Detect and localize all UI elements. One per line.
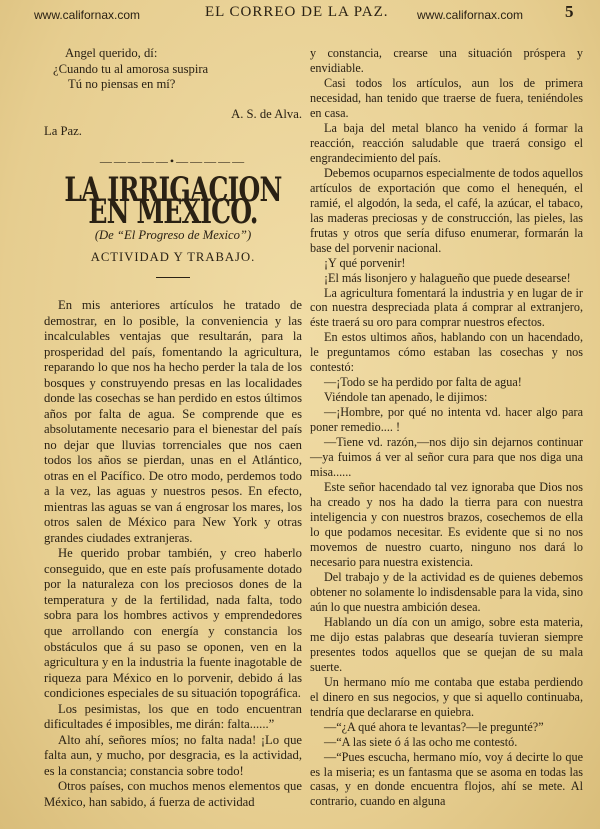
paragraph: Alto ahí, señores míos; no falta nada! ¡Lo que falta aun, y mucho, por desgracia, es la actividad, es la constancia; constancia sobre todo! [44,732,302,778]
dialogue-line: —Tiene vd. razón,—nos dijo sin dejarnos continuar—ya fuimos á ver al señor cura para que nos diga una misa...... [310,435,583,480]
paragraph: En mis anteriores artículos he tratado de demostrar, en lo posible, la conveniencia y las incalculables ventajas que resultarán, para la prosperidad del país, fomentando la agricultura, reparando lo que nos ha hecho perder la tala de los bosques y construyendo presas en las localidades donde las cosechas se han perdido en estos últimos años por falta de agua. Se comprende que es absolutamente necesario para el bienestar del país no dejar que lluvias torrenciales que nos caen todos los años se pierdan, unas en el Atlántico, otras en el Pacífico. De otro modo, perdemos todo a la vez, las aguas y nuestros pesos. En efecto, mientras las aguas se van á engrosar los mares, los otros salen de México para New York y otras grandes ciudades extranjeras. [44,298,302,545]
page-number: 5 [565,2,574,21]
page-header [0,0,600,28]
paragraph: Este señor hacendado tal vez ignoraba que Dios nos ha creado y nos ha dado la tierra para con nuestra inteligencia y con nuestros brazos, cosechemos de ella lo que podamos necesitar. Es evidente que si no nos movemos de nuestro cuarto, ninguno nos dará lo necesario para nuestra existencia. [310,480,583,569]
paragraph: Hablando un día con un amigo, sobre esta materia, me dijo estas palabras que desearía tuvieran siempre presentes todos aquellos que se quejan de su mala suerte. [310,614,583,674]
poem-line: Angel querido, dí: [65,46,158,60]
paragraph: Otros países, con muchos menos elementos que México, han sabido, á fuerza de actividad [44,779,302,809]
poem-signature: A. S. de Alva. [231,106,302,121]
paragraph: Del trabajo y de la actividad es de quienes debemos obtener no solamente lo indisdensable para la vida, sino aún lo que nuestra ambición desea. [310,569,583,614]
short-rule [156,277,190,278]
right-column [310,46,583,809]
header-url-left[interactable]: www.californax.com [34,8,141,22]
newspaper-title: EL CORREO DE LA PAZ. [205,4,389,20]
poem-line: Tú no piensas en mí? [68,77,176,92]
poem-line: ¿Cuando tu al amorosa suspira [53,61,209,76]
dialogue-line: —¡Todo se ha perdido por falta de agua! [324,375,522,390]
paragraph: Viéndole tan apenado, le dijimos: [324,390,488,405]
paragraph: Un hermano mío me contaba que estaba perdiendo el dinero en sus negocios, y que si aquello continuaba, tendría que declararse en quiebra. [310,674,583,719]
paragraph: Debemos ocuparnos especialmente de todos aquellos artículos de exportación que como el henequén, el ramié, el algodón, la seda, el café, la azúcar, el tabaco, las maderas preciosas y de construcción, las pieles, las frutas y otros que sería difuso enumerar, formarán la base del porvenir nacional. [310,165,583,255]
paragraph: ¡Y qué porvenir! [324,255,406,270]
poem-place: La Paz. [44,124,82,139]
article-title: LA IRRIGACION EN MEXICO. [64,170,282,231]
paragraph: Casi todos los artículos, aun los de primera necesidad, han tenido que traerse de fuera, teniéndoles en casa. [310,75,583,120]
dialogue-line: —¡Hombre, por qué no intenta vd. hacer algo para poner remedio.... ! [310,405,583,435]
paragraph: y constancia, crearse una situación próspera y envidiable. [310,46,583,75]
section-heading: ACTIVIDAD Y TRABAJO. [90,249,256,264]
poem [44,46,302,93]
paragraph: La baja del metal blanco ha venido á formar la reacción, reacción saludable que traerá consigo el engrandecimiento del país. [310,120,583,165]
dialogue-line: —“Pues escucha, hermano mío, voy á decirte lo que es la miseria; es un fantasma que se asoma en todas las casas, y en donde encuentra flojos, ahí se mete. Al contrario, cuando en alguna [310,749,583,809]
left-column [44,46,302,810]
paragraph: La agricultura fomentará la industria y en lugar de ir con nuestra despreciada plata á comprar al extranjero, éste traerá su oro para comprar nuestros efectos. [310,285,583,330]
article-source: (De “El Progreso de Mexico”) [94,228,252,243]
paragraph: Los pesimistas, los que en todo encuentran dificultades é imposibles, me dirán: falta......” [44,701,302,732]
dialogue-line: —“¿A qué ahora te levantas?—le pregunté?” [324,719,544,734]
dialogue-line: —“A las siete ó á las ocho me contestó. [324,734,518,749]
paragraph: He querido probar también, y creo haberlo conseguido, que en este país profusamente dotado por la naturaleza con los preciosos dones de la temperatura y de la fertilidad, nada falta, todo sobra para los hombres activos y emprendedores que arrollando con energía y constancia los obstáculos que á su paso se oponen, ven en la agricultura y en la industria la fuente inagotable de riqueza para México en lo porvenir, debido á las condiciones especiales de su situación topográfica. [44,546,302,701]
paragraph: En estos ultimos años, hablando con un hacendado, le preguntamos cómo estaban las cosechas y nos contestó: [310,330,583,375]
ornament-divider: —————•————— [99,153,247,168]
paragraph: ¡El más lisonjero y halagueño que puede desearse! [324,270,571,285]
header-url-right[interactable]: www.californax.com [417,8,524,22]
